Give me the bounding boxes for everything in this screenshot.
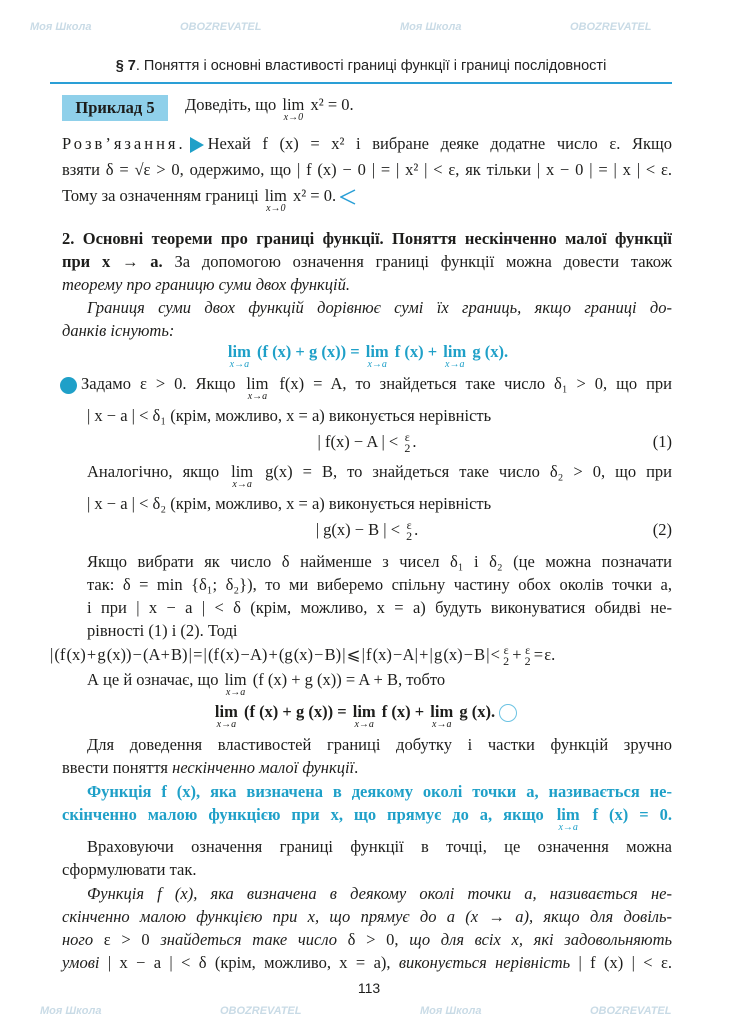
text-segment: так: δ = min {δ₁; δ₂}), то ми виберемо спільну частину обох околів точки a, [87,575,672,594]
lim-subscript: x→a [232,479,252,490]
text-segment: | g(x) − B | < [315,520,405,539]
lim-operator: lim [246,374,269,393]
text-segment: + [511,645,523,664]
limit-expression [443,342,467,370]
lim-subscript: x→a [445,359,465,370]
solution-start-icon [190,137,204,153]
text-segment: . [354,758,359,777]
fraction-num: ε [406,518,412,533]
text-segment: ввести поняття [62,758,173,777]
lim-subscript: x→0 [266,203,286,214]
text-line [62,252,672,272]
text-segment: данків існують: [62,321,175,340]
text-line [185,95,665,123]
watermark: Моя Школа [400,21,462,33]
text-line [87,462,672,490]
text-segment: ного [62,930,94,949]
text-segment: За допомогою означення границі функції можна довести також [162,252,672,271]
lim-operator: lim [231,462,254,481]
text-segment: Якщо вибрати як число δ найменше з чисел δ₁ і δ₂ (це можна позначати [87,552,672,571]
watermark: OBOZREVATEL [590,1005,672,1017]
text-line [62,432,672,454]
text-segment: (f (x) + g (x)) = [239,702,351,721]
text-line [62,374,672,402]
lim-operator: lim [365,342,389,361]
text-segment: g (x). [468,342,509,361]
text-segment: Розв’язання. [62,134,186,153]
text-segment: . [414,520,419,539]
fraction-den: 2 [524,654,531,669]
text-line [87,621,672,641]
text-segment: g(x) = B, то знайдеться таке число δ₂ > 0, що при [255,462,672,481]
equation-number: (2) [652,520,672,539]
lim-subscript: x→a [367,359,387,370]
lim-subscript: x→0 [283,112,304,123]
lim-subscript: x→a [225,687,246,698]
watermark: Моя Школа [40,1005,102,1017]
text-segment: | x − a | < δ₂ (крім, можливо, x = a) виконується нерівність [87,494,492,513]
text-segment: 2. Основні теореми про границі функції. Поняття нескінченно малої функції [62,229,672,248]
text-line [87,552,672,572]
page-number: 113 [357,980,381,996]
running-header [50,58,672,74]
text-line [62,907,672,927]
example-label: Приклад 5 [62,95,168,121]
text-segment: = ε. [532,645,556,664]
text-line [87,884,672,904]
text-segment: знайдеться таке число [160,930,337,949]
lim-subscript: x→a [247,391,268,402]
text-segment: Аналогічно, якщо [87,462,230,481]
text-line [87,735,672,755]
limit-expression [227,342,251,370]
fraction-den: 2 [406,529,413,544]
limit-expression [556,805,580,833]
text-segment: виконується нерівність [398,953,571,972]
text-segment: теорему про границю суми двох функцій. [62,275,350,294]
text-segment: сформулювати так. [62,860,197,879]
lim-subscript: x→a [432,719,452,730]
text-segment: умові [62,953,100,972]
text-line [87,782,672,802]
text-segment: рівності (1) і (2). Тоді [87,621,238,640]
text-line [50,645,690,667]
text-segment: | x − a | < δ (крім, можливо, x = a), [99,953,399,972]
text-segment: ε > 0 [93,930,161,949]
text-segment: що для всіх x, які задовольняють [409,930,672,949]
text-segment: Тому за означенням границі [62,186,263,205]
fraction-den: 2 [404,441,411,456]
text-segment: f (x) + [377,702,429,721]
text-line [87,494,672,514]
limit-expression [224,670,247,698]
lim-subscript: x→a [229,359,250,370]
text-line [62,342,672,370]
text-line [87,575,672,595]
text-segment: Функція f (x), яка визначена в деякому околі точки a, називається не- [87,884,672,903]
text-segment: і при | x − a | < δ (крім, можливо, x = a) будуть виконуватися обидві не- [87,598,672,617]
text-segment: скінченно малою функцією при x, що прямує до a, якщо [62,805,555,824]
text-segment: А це й означає, що [87,670,223,689]
section-number: § 7 [115,58,136,74]
text-line [62,275,672,295]
section-title: . Поняття і основні властивості границі функції і границі послідовності [135,58,607,74]
text-segment: взяти δ = √ε > 0, одержимо, що | f (x) − 0 | = | x² | < ε, як тільки | x − 0 | = | x | < ε. [62,160,672,179]
text-segment: Нехай f (x) = x² і вибране деяке додатне число ε. Якщо [207,134,672,153]
lim-operator: lim [227,342,251,361]
limit-expression [214,702,238,730]
text-line [62,702,672,730]
text-line [87,670,672,698]
fraction-num: ε [404,430,410,445]
watermark: Моя Школа [420,1005,482,1017]
text-segment: g (x). [455,702,496,721]
text-line [62,134,672,154]
text-segment: при x → a. [62,252,163,271]
text-segment: Доведіть, що [185,95,281,114]
text-segment: Для доведення властивостей границі добутку і частки функцій зручно [87,735,672,754]
lim-subscript: x→a [216,719,237,730]
text-segment: | f (x) | < ε. [570,953,673,972]
header-rule [50,82,672,84]
text-line [62,758,672,778]
equation-number: (1) [652,432,672,451]
text-segment: (f (x) + g (x)) = A + B, тобто [248,670,446,689]
lim-subscript: x→a [354,719,374,730]
watermark: Моя Школа [30,21,92,33]
proof-start-icon [60,377,77,394]
text-segment: f (x) + [390,342,442,361]
text-line [87,298,672,318]
text-segment: . [412,432,417,451]
text-segment: | x − a | < δ₁ (крім, можливо, x = a) виконується нерівність [87,406,492,425]
lim-operator: lim [224,670,247,689]
lim-operator: lim [214,702,238,721]
limit-expression [430,702,454,730]
text-line [62,229,672,249]
text-line [62,160,672,180]
text-line [62,860,672,880]
text-segment: Враховуючи означення границі функції в точці, це означення можна [87,837,672,856]
limit-expression [282,95,305,123]
text-line [62,321,672,341]
lim-operator: lim [264,186,287,205]
text-line [62,953,672,973]
fraction-den: 2 [503,654,510,669]
lim-operator: lim [282,95,305,114]
limit-expression [264,186,287,214]
fraction [404,432,410,454]
text-segment: Задамо ε > 0. Якщо [81,374,245,393]
text-segment: Границя суми двох функцій дорівнює сумі їх границь, якщо границі до- [87,298,672,317]
lim-subscript: x→a [558,822,578,833]
text-segment: скінченно малою функцією при x, що прямує до a (x → a), якщо для довіль- [62,907,672,926]
text-segment: f(x) = A, то знайдеться таке число δ₁ > 0, що при [270,374,672,393]
text-segment: x² = 0. [288,186,337,205]
limit-expression [365,342,389,370]
text-line [62,186,672,214]
lim-operator: lim [430,702,454,721]
text-segment: x² = 0. [306,95,354,114]
watermark: OBOZREVATEL [220,1005,302,1017]
text-segment: нескінченно малої функції [172,758,355,777]
text-segment: Функція f (x), яка визначена в деякому околі точки a, називається не- [87,782,672,801]
watermark: OBOZREVATEL [570,21,652,33]
text-line [87,837,672,857]
text-line [87,598,672,618]
text-segment: δ > 0, [337,930,410,949]
lim-operator: lim [443,342,467,361]
text-segment: f (x) = 0. [581,805,672,824]
fraction [503,645,509,667]
fraction-num: ε [525,643,531,658]
text-line [62,805,672,833]
text-segment: | (f (x) + g (x)) − (A + B) | = | (f (x) − A) + (g (x) − B) | ⩽ | f (x) − A | + | g (x) − B | < [50,645,502,664]
proof-end-icon [499,704,517,722]
fraction [406,520,412,542]
text-line [62,930,672,950]
lim-operator: lim [352,702,376,721]
limit-expression [231,462,254,490]
text-line [62,520,672,542]
fraction [525,645,531,667]
fraction-num: ε [503,643,509,658]
text-segment: (f (x) + g (x)) = [252,342,364,361]
text-line [87,406,672,426]
limit-expression [352,702,376,730]
solution-end-icon [340,189,356,205]
limit-expression [246,374,269,402]
lim-operator: lim [556,805,580,824]
text-segment: | f(x) − A | < [317,432,403,451]
watermark: OBOZREVATEL [180,21,262,33]
